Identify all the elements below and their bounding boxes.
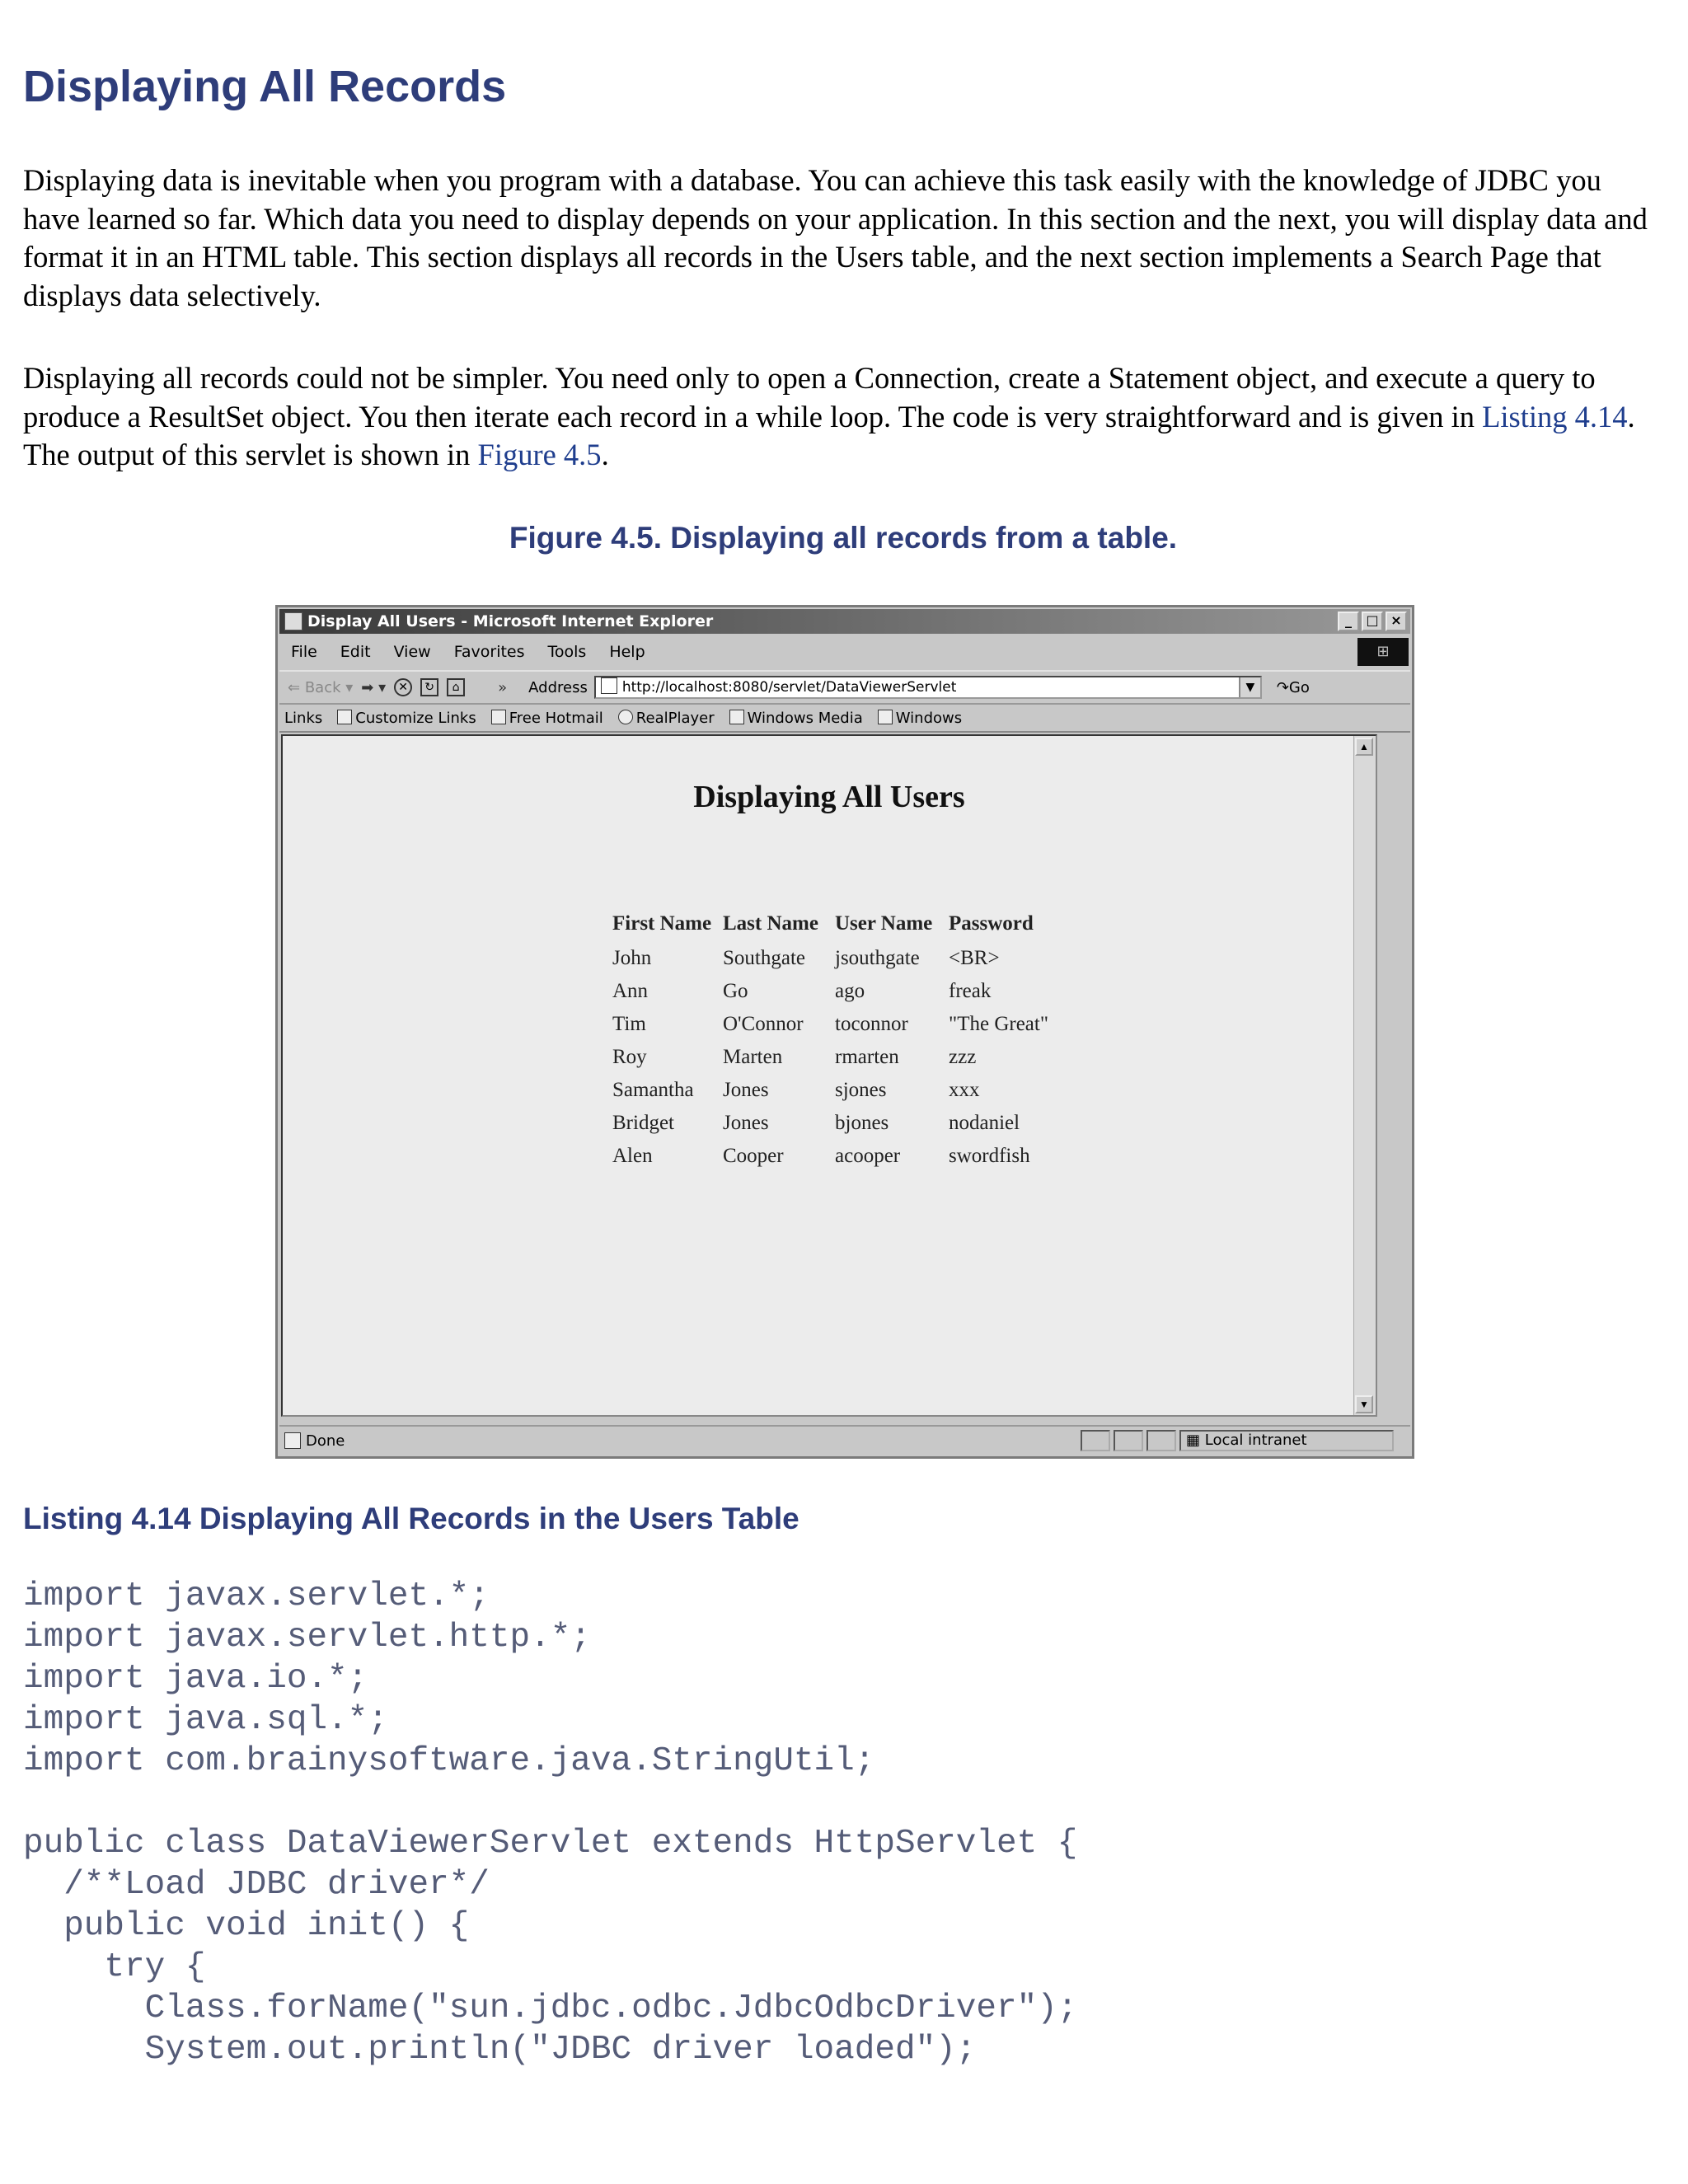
menu-view[interactable]: View — [393, 643, 431, 661]
page-icon — [284, 1432, 301, 1449]
code-line: import java.io.*; — [23, 1660, 368, 1698]
code-line: import com.brainysoftware.java.StringUtil; — [23, 1742, 875, 1780]
menu-tools[interactable]: Tools — [547, 643, 587, 661]
table-cell: Roy — [612, 1046, 647, 1068]
intro-paragraph: Displaying data is inevitable when you program with a database. You can achieve this task easily with the knowledge of JDBC you have learned so far. Which data you need to display depends on your application. In this section and the next, you will display data and format it in an HTML table. This section displays all records in the Users table, and the next section implements a Search Page that displays data selectively. — [23, 163, 1648, 312]
table-cell: Ann — [612, 980, 649, 1002]
link-windows[interactable] — [878, 710, 962, 727]
table-cell: acooper — [835, 1145, 901, 1167]
table-cell: jsouthgate — [835, 947, 920, 969]
page-icon — [337, 710, 352, 724]
stop-icon[interactable]: ✕ — [394, 678, 412, 696]
scroll-up-icon[interactable]: ▲ — [1355, 738, 1373, 756]
address-label: Address — [528, 678, 588, 696]
table-cell: toconnor — [835, 1013, 908, 1035]
back-button[interactable]: ⇐ Back ▾ — [288, 678, 354, 696]
column-header: Password — [949, 912, 1034, 935]
code-line: import java.sql.*; — [23, 1701, 388, 1739]
page-icon — [729, 710, 744, 724]
code-line: /**Load JDBC driver*/ — [23, 1866, 490, 1904]
link-text: RealPlayer — [635, 709, 715, 727]
status-bar — [279, 1425, 1410, 1455]
table-row — [612, 942, 1055, 975]
link-text: Windows — [895, 709, 963, 727]
go-button[interactable]: ↷Go — [1276, 678, 1310, 696]
users-table — [612, 909, 1055, 1173]
close-icon[interactable]: × — [1386, 612, 1407, 631]
table-row — [612, 1107, 1055, 1140]
menu-file[interactable]: File — [291, 643, 317, 661]
paragraph-text: . — [601, 438, 609, 471]
browser-content — [281, 734, 1377, 1417]
table-cell: Marten — [723, 1046, 783, 1068]
intranet-icon: ▦ — [1186, 1432, 1205, 1449]
browser-titlebar — [279, 609, 1410, 634]
link-realplayer[interactable] — [618, 710, 715, 727]
table-cell: Jones — [723, 1112, 769, 1134]
column-header: First Name — [612, 912, 712, 935]
page-icon — [491, 710, 506, 724]
column-header: Last Name — [723, 912, 818, 935]
code-line — [23, 1782, 1077, 1823]
page-heading: Displaying All Users — [693, 780, 965, 814]
table-row — [612, 1074, 1055, 1107]
table-header-row — [612, 909, 1055, 942]
table-cell: Cooper — [723, 1145, 784, 1167]
table-cell: ago — [835, 980, 865, 1002]
table-cell: Samantha — [612, 1079, 694, 1101]
code-line: Class.forName("sun.jdbc.odbc.JdbcOdbcDriver"); — [23, 1990, 1078, 2027]
table-row — [612, 1008, 1055, 1041]
menu-help[interactable]: Help — [609, 643, 645, 661]
window-title: Display All Users - Microsoft Internet Explorer — [307, 612, 714, 630]
refresh-icon[interactable]: ↻ — [420, 678, 438, 696]
zone-text: Local intranet — [1204, 1432, 1307, 1449]
table-cell: Jones — [723, 1079, 769, 1101]
home-icon[interactable]: ⌂ — [447, 678, 465, 696]
section-heading: Displaying All Records — [23, 62, 507, 111]
page-icon — [878, 710, 893, 724]
table-cell: <BR> — [949, 947, 1000, 969]
go-label: Go — [1288, 678, 1310, 696]
table-cell: John — [612, 947, 652, 969]
table-cell: rmarten — [835, 1046, 899, 1068]
code-line: try { — [23, 1948, 206, 1986]
listing-title: Listing 4.14 Displaying All Records in the Users Table — [23, 1502, 799, 1535]
listing-link[interactable]: Listing 4.14 — [1482, 399, 1628, 434]
paragraph-text: Displaying all records could not be simpler. You need only to open a Connection, create a Statement object, and execute a query to produce a ResultSet object. You then iterate each record in a while loop. The code is very straightforward and is given in — [23, 361, 1596, 434]
figure-link[interactable]: Figure 4.5 — [477, 438, 602, 471]
link-windows-media[interactable] — [729, 710, 863, 727]
links-label: Links — [284, 709, 323, 727]
status-pane — [1114, 1430, 1143, 1451]
code-line: public class DataViewerServlet extends HttpServlet { — [23, 1825, 1078, 1863]
table-cell: Go — [723, 980, 748, 1002]
table-cell: Bridget — [612, 1112, 674, 1134]
table-cell: Tim — [612, 1013, 646, 1035]
window-controls — [1338, 612, 1407, 631]
status-pane — [1081, 1430, 1110, 1451]
status-pane — [1146, 1430, 1176, 1451]
link-text: Free Hotmail — [509, 709, 603, 727]
description-paragraph — [23, 359, 1663, 475]
table-cell: nodaniel — [949, 1112, 1020, 1134]
table-cell: sjones — [835, 1079, 887, 1101]
table-body — [612, 942, 1055, 1173]
table-cell: Southgate — [723, 947, 805, 969]
link-free-hotmail[interactable] — [491, 710, 603, 727]
menu-favorites[interactable]: Favorites — [453, 643, 525, 661]
menu-bar — [279, 637, 1410, 667]
windows-logo-icon: ⊞ — [1357, 638, 1409, 666]
ie-icon — [284, 612, 302, 630]
table-cell: zzz — [949, 1046, 977, 1068]
scroll-down-icon[interactable]: ▼ — [1355, 1395, 1373, 1413]
back-label: Back — [304, 678, 341, 696]
code-line: System.out.println("JDBC driver loaded"); — [23, 2031, 977, 2069]
page-icon — [601, 677, 617, 694]
address-field[interactable] — [594, 676, 1262, 699]
status-text: Done — [306, 1432, 345, 1450]
dropdown-arrow-icon[interactable]: ▼ — [1239, 677, 1260, 697]
code-line: import javax.servlet.*; — [23, 1577, 490, 1615]
table-row — [612, 1041, 1055, 1074]
table-cell: swordfish — [949, 1145, 1030, 1167]
navigation-toolbar — [279, 670, 1410, 705]
table-cell: O'Connor — [723, 1013, 804, 1035]
realplayer-icon — [618, 710, 633, 724]
figure-caption: Figure 4.5. Displaying all records from a table. — [509, 521, 1178, 555]
menu-edit[interactable]: Edit — [340, 643, 371, 661]
link-customize-links[interactable] — [337, 710, 476, 727]
code-listing — [23, 1576, 1077, 2070]
minimize-icon[interactable]: _ — [1338, 612, 1359, 631]
security-zone — [1179, 1430, 1394, 1451]
table-cell: Alen — [612, 1145, 653, 1167]
forward-icon[interactable]: ➡ ▾ — [361, 678, 387, 696]
chevron-more-icon[interactable]: » — [498, 678, 508, 696]
table-row — [612, 1140, 1055, 1173]
paragraph-text: . The output of this servlet is shown in — [23, 399, 1635, 471]
links-bar — [279, 705, 1410, 733]
link-text: Customize Links — [355, 709, 476, 727]
column-header: User Name — [835, 912, 933, 935]
maximize-icon[interactable]: □ — [1362, 612, 1383, 631]
address-url: http://localhost:8080/servlet/DataViewerServlet — [621, 679, 957, 696]
table-cell: bjones — [835, 1112, 889, 1134]
status-panes — [1081, 1430, 1410, 1451]
vertical-scrollbar[interactable] — [1353, 736, 1376, 1415]
table-row — [612, 975, 1055, 1008]
link-text: Windows Media — [747, 709, 863, 727]
browser-screenshot — [275, 605, 1414, 1459]
table-cell: "The Great" — [949, 1013, 1049, 1035]
code-line: import javax.servlet.http.*; — [23, 1619, 591, 1657]
code-line: public void init() { — [23, 1907, 470, 1945]
table-cell: xxx — [949, 1079, 980, 1101]
table-cell: freak — [949, 980, 992, 1002]
